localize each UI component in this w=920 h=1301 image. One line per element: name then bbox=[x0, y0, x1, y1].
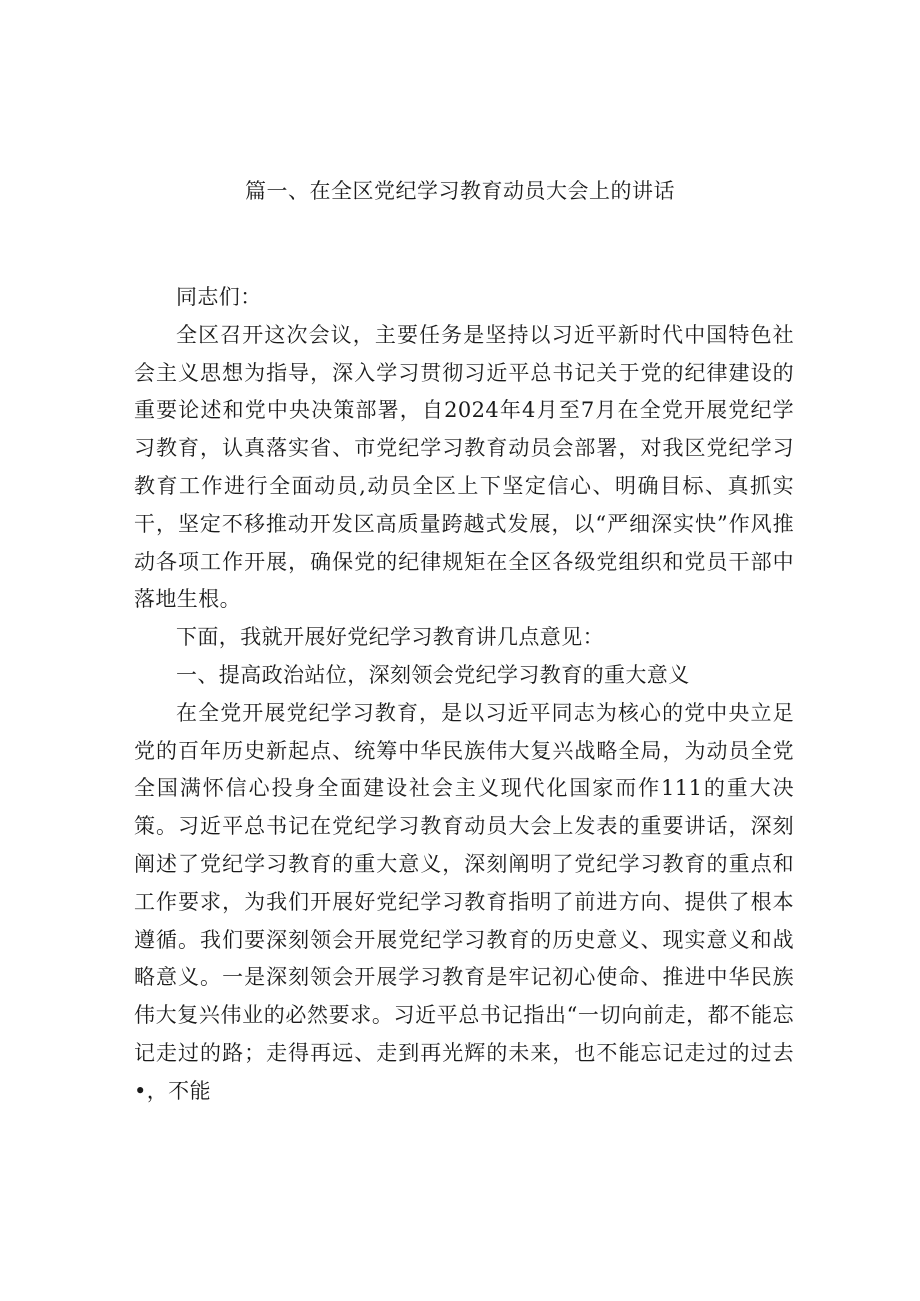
document-body bbox=[134, 279, 794, 1111]
paragraph-section-1: 在全党开展党纪学习教育，是以习近平同志为核心的党中央立足党的百年历史新起点、统筹中华民族伟大复兴战略全局，为动员全党全国满怀信心投身全面建设社会主义现代化国家而作111的重大决策。习近平总书记在党纪学习教育动员大会上发表的重要讲话，深刻阐述了党纪学习教育的重大意义，深刻阐明了党纪学习教育的重点和工作要求，为我们开展好党纪学习教育指明了前进方向、提供了根本遵循。我们要深刻领会开展党纪学习教育的历史意义、现实意义和战略意义。一是深刻领会开展学习教育是牢记初心使命、推进中华民族伟大复兴伟业的必然要求。习近平总书记指出“一切向前走，都不能忘记走过的路；走得再远、走到再光辉的未来，也不能忘记走过的过去•，不能 bbox=[134, 700, 794, 1103]
document-title: 篇一、在全区党纪学习教育动员大会上的讲话 bbox=[245, 179, 675, 203]
paragraph-salutation: 同志们： bbox=[176, 285, 262, 309]
paragraph-transition: 下面，我就开展好党纪学习教育讲几点意见： bbox=[176, 625, 604, 650]
paragraph-intro: 全区召开这次会议，主要任务是坚持以习近平新时代中国特色社会主义思想为指导，深入学习贯彻习近平总书记关于党的纪律建设的重要论述和党中央决策部署，自2024年4月至7月在全党开展党纪学习教育，认真落实省、市党纪学习教育动员会部署，对我区党纪学习教育工作进行全面动员,动员全区上下坚定信心、明确目标、真抓实干，坚定不移推动开发区高质量跨越式发展，以“严细深实快”作风推动各项工作开展，确保党的纪律规矩在全区各级党组织和党员干部中落地生根。 bbox=[134, 322, 794, 612]
section-heading-1: 一、提高政治站位，深刻领会党纪学习教育的重大意义 bbox=[176, 662, 690, 687]
